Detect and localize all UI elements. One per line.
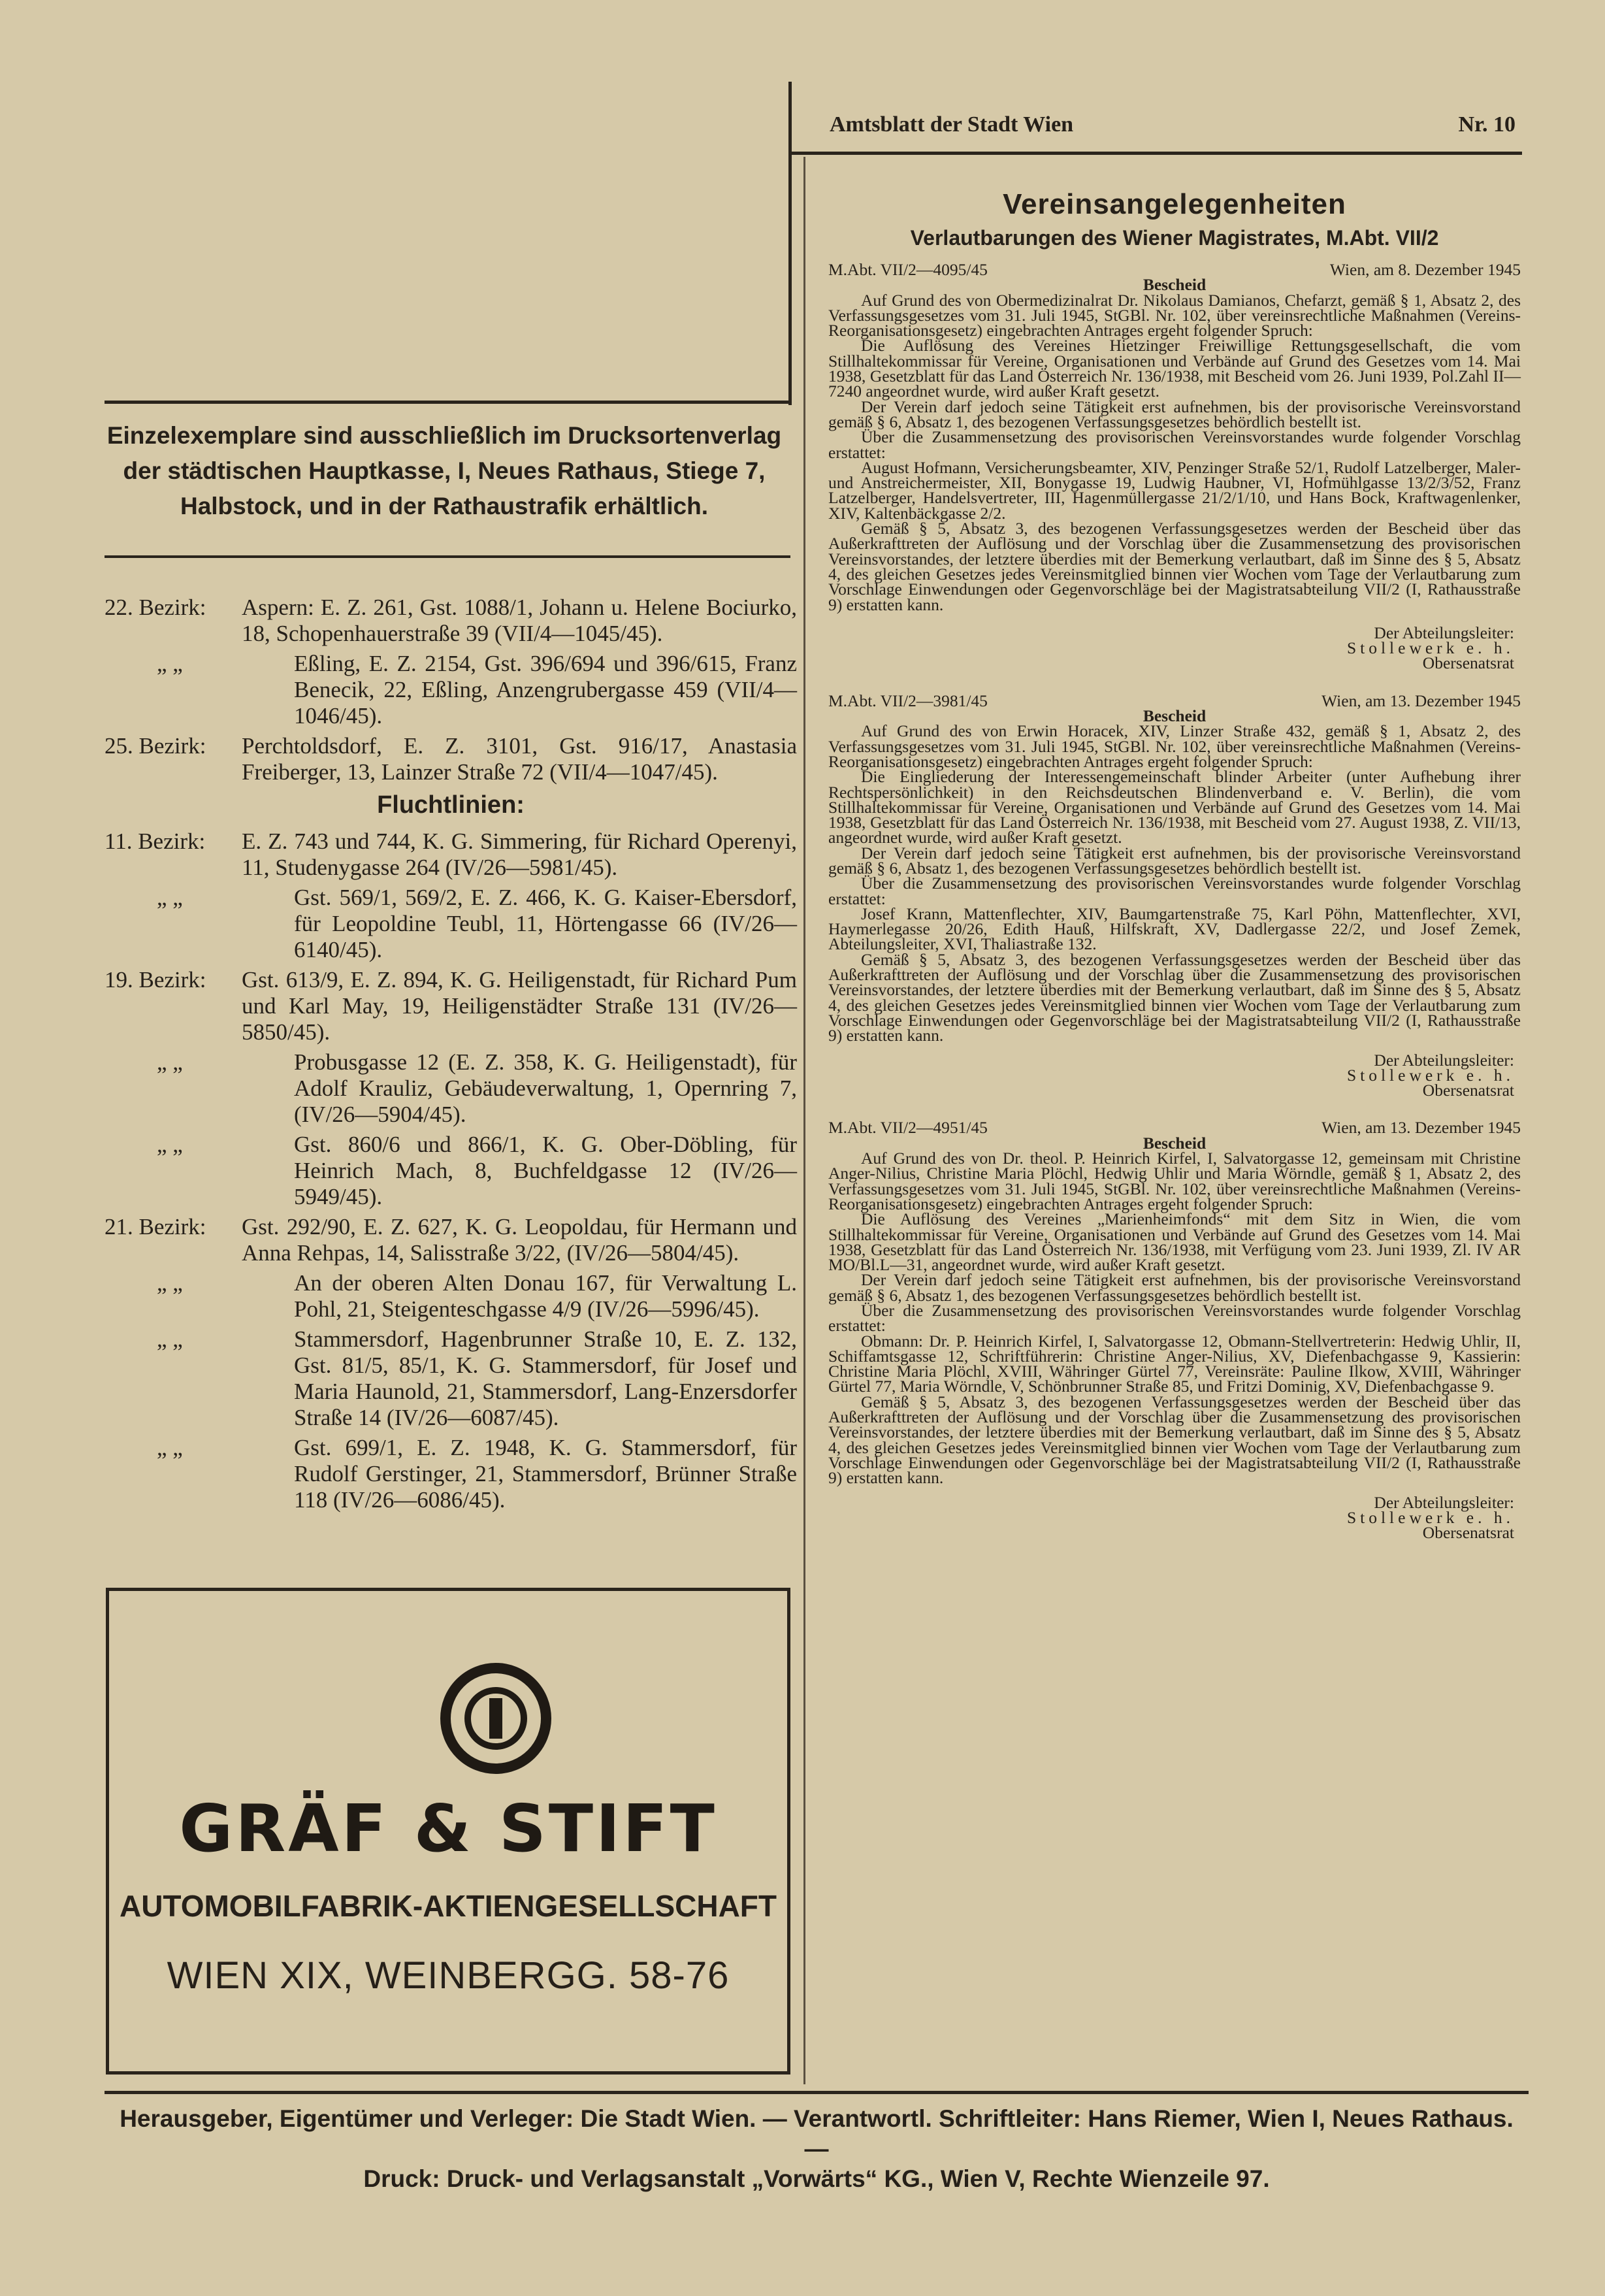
imprint-footer xyxy=(105,2104,1529,2194)
district-label: „ „ xyxy=(157,1326,183,1352)
signature-title: Der Abteilungsleiter: xyxy=(1374,1050,1514,1070)
decree-paragraph: Der Verein darf jedoch seine Tätigkeit erst aufnehmen, bis der provisorische Vereinsvorstand gemäß § 6, Absatz 1, des bezogenen Verfassungsgesetzes behördlich bestellt ist. xyxy=(828,1270,1521,1305)
signature-rank: Obersenatsrat xyxy=(1422,653,1514,673)
district-label: „ „ xyxy=(157,1049,183,1075)
district-label: „ „ xyxy=(157,651,183,676)
decree-number: M.Abt. VII/2—4095/45 xyxy=(828,260,988,279)
signature-title: Der Abteilungsleiter: xyxy=(1374,623,1514,642)
decree-date: Wien, am 13. Dezember 1945 xyxy=(1321,1118,1521,1138)
journal-title: Amtsblatt der Stadt Wien xyxy=(830,112,1074,137)
decree-number: M.Abt. VII/2—3981/45 xyxy=(828,691,988,710)
logo-bar xyxy=(489,1698,502,1739)
issue-number: Nr. 10 xyxy=(1458,112,1516,137)
decree-paragraph: Über die Zusammensetzung des provisorischen Vereinsvorstandes wurde folgender Vorschlag erstattet: xyxy=(828,1301,1521,1336)
decree-paragraph: Auf Grund des von Dr. theol. P. Heinrich Kirfel, I, Salvatorgasse 12, gemeinsam mit Christine Anger-Nilius, Christine Maria Plöchl, Hedwig Uhlir und Maria Wörndle, gemäß § 1, Absatz 2, des Verfassungsgesetzes vom 31. Juli 1945, StGBl. Nr. 102, über vereinsrechtliche Maßnahmen (Vereins-Reorganisationsgesetz) eingebrachten Antrages ergeht folgender Spruch: xyxy=(828,1149,1521,1213)
list-item xyxy=(105,1270,797,1322)
list-item xyxy=(105,885,797,963)
decree-paragraph: Die Eingliederung der Interessengemeinschaft blinder Arbeiter (unter Aufhebung ihrer Rechtspersönlichkeit) in den Reichsdeutschen Blindenverband e. V. Berlin), die vom Stillhaltekommissar für Vereine, Organisationen und Verbände auf Grund des Gesetzes vom 14. Mai 1938, Gesetzblatt für das Land Österreich Nr. 136/1938, mit Bescheid vom 27. August 1938, Z. VII/13, angeordnet wurde, wird außer Kraft gesetzt. xyxy=(828,767,1521,847)
decree-paragraph: Über die Zusammensetzung des provisorischen Vereinsvorstandes wurde folgender Vorschlag erstattet: xyxy=(828,874,1521,908)
district-label: „ „ xyxy=(157,1435,183,1460)
list-item xyxy=(105,595,797,647)
list-item xyxy=(105,1132,797,1210)
header-rule xyxy=(790,152,1522,155)
footer-rule xyxy=(105,2091,1529,2094)
list-item xyxy=(105,733,797,785)
decree-paragraph: Die Auflösung des Vereines „Marienheimfonds“ mit dem Sitz in Wien, die vom Stillhaltekommissar für Vereine, Organisationen und Verbände auf Grund des Gesetzes vom 14. Mai 1938, Gesetzblatt für das Land Österreich Nr. 136/1938, mit Verfügung vom 23. Juni 1939, Zl. IV AR MO/Bl.L—31, angeordnet wurde, wird außer Kraft gesetzt. xyxy=(828,1209,1521,1275)
decree-label: Bescheid xyxy=(1143,275,1207,295)
signature-rank: Obersenatsrat xyxy=(1422,1523,1514,1543)
signature-name: Stollewerk e. h. xyxy=(1346,1507,1514,1527)
decree-paragraph: Gemäß § 5, Absatz 3, des bezogenen Verfassungsgesetzes werden der Bescheid über das Außerkrafttreten der Auflösung und der Vorschlag über die Zusammensetzung des provisorischen Vereinsvorstandes, der letztere überdies mit der Bemerkung verlautbart, daß im Sinne des § 5, Absatz 4, des gleichen Gesetzes jedes Vereinsmitglied binnen vier Wochen vom Tage der Verlautbarung zum Vorschlage Einwendungen oder Gegenvorschläge bei der Magistratsabteilung VII/2 (I, Rathausstraße 9) erstatten kann. xyxy=(828,519,1521,614)
section-subtitle: Verlautbarungen des Wiener Magistrates, M.Abt. VII/2 xyxy=(910,226,1439,250)
decree-paragraph: Gemäß § 5, Absatz 3, des bezogenen Verfassungsgesetzes werden der Bescheid über das Außerkrafttreten der Auflösung und der Vorschlag über die Zusammensetzung des provisorischen Vereinsvorstandes, der letztere überdies mit der Bemerkung verlautbart, daß im Sinne des § 5, Absatz 4, des gleichen Gesetzes jedes Vereinsmitglied binnen vier Wochen vom Tage der Verlautbarung zum Vorschlage Einwendungen oder Gegenvorschläge bei der Magistratsabteilung VII/2 (I, Rathausstraße 9) erstatten kann. xyxy=(828,1392,1521,1488)
notice-top-rule xyxy=(105,401,790,404)
entry-text: Gst. 292/90, E. Z. 627, K. G. Leopoldau, für Hermann und Anna Rehpas, 14, Salisstraße 3/22, (IV/26—5804/45). xyxy=(242,1214,797,1266)
decree-paragraph: Auf Grund des von Erwin Horacek, XIV, Linzer Straße 432, gemäß § 1, Absatz 2, des Verfassungsgesetzes vom 31. Juli 1945, StGBl. Nr. 102, über vereinsrechtliche Maßnahmen (Vereins-Reorganisationsgesetz) eingebrachten Antrages ergeht folgender Spruch: xyxy=(828,721,1521,771)
company-logo-icon xyxy=(440,1663,551,1774)
entry-text: Gst. 699/1, E. Z. 1948, K. G. Stammersdorf, für Rudolf Gerstinger, 21, Stammersdorf, Brünner Straße 118 (IV/26—6086/45). xyxy=(294,1435,797,1513)
decree-paragraph: Gemäß § 5, Absatz 3, des bezogenen Verfassungsgesetzes werden der Bescheid über das Außerkrafttreten der Auflösung und der Vorschlag über die Zusammensetzung des provisorischen Vereinsvorstandes, der letztere überdies mit der Bemerkung verlautbart, daß im Sinne des § 5, Absatz 4, des gleichen Gesetzes jedes Vereinsmitglied binnen vier Wochen vom Tage der Verlautbarung zum Vorschlage Einwendungen oder Gegenvorschläge bei der Magistratsabteilung VII/2 (I, Rathausstraße 9) erstatten kann. xyxy=(828,949,1521,1045)
section-title: Vereinsangelegenheiten xyxy=(1003,188,1346,220)
entry-text: Gst. 613/9, E. Z. 894, K. G. Heiligenstadt, für Richard Pum und Karl May, 19, Heiligenstädter Straße 131 (IV/26—5850/45). xyxy=(242,967,797,1045)
list-item xyxy=(105,828,797,881)
district-label: „ „ xyxy=(157,885,183,910)
decree-paragraph: August Hofmann, Versicherungsbeamter, XIV, Penzinger Straße 52/1, Rudolf Latzelberger, Maler- und Anstreichermeister, XII, Bonygasse 19, Ludwig Haubner, VI, Hofmühlgasse 13/2/3/52, Franz Latzelberger, Handelsvertreter, III, Hagenmüllergasse 21/2/1/10, und Hans Bock, Kraftwagenlenker, XIV, Kaltenbäckgasse 2/2. xyxy=(828,457,1521,523)
fluchtlinien-heading: Fluchtlinien: xyxy=(377,791,525,819)
district-label: 22. Bezirk: xyxy=(105,595,206,620)
list-item xyxy=(105,1326,797,1431)
decree-label: Bescheid xyxy=(1143,706,1207,726)
district-label: „ „ xyxy=(157,1132,183,1157)
signature-name: Stollewerk e. h. xyxy=(1346,1065,1514,1085)
decree xyxy=(828,693,1521,1098)
notice-bottom-rule xyxy=(105,555,790,558)
list-item xyxy=(105,967,797,1045)
decree-paragraph: Auf Grund des von Obermedizinalrat Dr. Nikolaus Damianos, Chefarzt, gemäß § 1, Absatz 2, des Verfassungsgesetzes vom 31. Juli 1945, StGBl. Nr. 102, über vereinsrechtliche Maßnahmen (Vereins-Reorganisationsgesetz) eingebrachten Antrages ergeht folgender Spruch: xyxy=(828,290,1521,340)
list-item xyxy=(105,651,797,729)
signature-name: Stollewerk e. h. xyxy=(1346,638,1514,658)
signature-title: Der Abteilungsleiter: xyxy=(1374,1492,1514,1512)
entry-text: An der oberen Alten Donau 167, für Verwaltung L. Pohl, 21, Steigenteschgasse 4/9 (IV/26—5996/45). xyxy=(294,1270,797,1322)
entry-text: Eßling, E. Z. 2154, Gst. 396/694 und 396/615, Franz Benecik, 22, Eßling, Anzengrubergasse 459 (VII/4—1046/45). xyxy=(294,651,797,729)
imprint-line-1: Herausgeber, Eigentümer und Verleger: Die Stadt Wien. — Verantwortl. Schriftleiter: Hans Riemer, Wien I, Neues Rathaus. — xyxy=(120,2105,1514,2162)
entry-text: Perchtoldsdorf, E. Z. 3101, Gst. 916/17, Anastasia Freiberger, 13, Lainzer Straße 72 (VII/4—1047/45). xyxy=(242,733,797,785)
decree-paragraph: Der Verein darf jedoch seine Tätigkeit erst aufnehmen, bis der provisorische Vereinsvorstand gemäß § 6, Absatz 1, des bezogenen Verfassungsgesetzes behördlich bestellt ist. xyxy=(828,397,1521,431)
entry-text: Stammersdorf, Hagenbrunner Straße 10, E. Z. 132, Gst. 81/5, 85/1, K. G. Stammersdorf, für Josef und Maria Haunold, 21, Stammersdorf, Lang-Enzersdorfer Straße 14 (IV/26—6087/45). xyxy=(294,1326,797,1430)
decree-number: M.Abt. VII/2—4951/45 xyxy=(828,1118,988,1138)
graef-stift-advertisement xyxy=(106,1588,790,2075)
decree-paragraph: Über die Zusammensetzung des provisorischen Vereinsvorstandes wurde folgender Vorschlag erstattet: xyxy=(828,427,1521,462)
signature-rank: Obersenatsrat xyxy=(1422,1081,1514,1100)
decree-date: Wien, am 8. Dezember 1945 xyxy=(1329,260,1521,279)
district-label: 19. Bezirk: xyxy=(105,967,206,992)
decree-label: Bescheid xyxy=(1143,1133,1207,1153)
decree xyxy=(828,1118,1521,1543)
decree xyxy=(828,262,1521,671)
right-column-divider xyxy=(803,157,805,2084)
entry-text: E. Z. 743 und 744, K. G. Simmering, für Richard Operenyi, 11, Studenygasse 264 (IV/26—5981/45). xyxy=(242,828,797,880)
entry-text: Gst. 860/6 und 866/1, K. G. Ober-Döbling, für Heinrich Mach, 8, Buchfeldgasse 12 (IV/26—5949/45). xyxy=(294,1132,797,1209)
left-column xyxy=(105,595,797,1517)
district-label: „ „ xyxy=(157,1270,183,1296)
imprint-line-2: Druck: Druck- und Verlagsanstalt „Vorwärts“ KG., Wien V, Rechte Wienzeile 97. xyxy=(363,2165,1270,2192)
decree-paragraph: Josef Krann, Mattenflechter, XIV, Baumgartenstraße 75, Karl Pöhn, Mattenflechter, XVI, Haymerlegasse 20/26, Edith Hauß, Hilfskraft, XV, Dadlergasse 22/2, und Josef Zemek, Abteilungsleiter, XVI, Thaliastraße 132. xyxy=(828,904,1521,954)
district-label: 21. Bezirk: xyxy=(105,1214,206,1239)
entry-text: Aspern: E. Z. 261, Gst. 1088/1, Johann u. Helene Bociurko, 18, Schopenhauerstraße 39 (VII/4—1045/45). xyxy=(242,595,797,646)
list-item xyxy=(105,1214,797,1266)
entry-text: Probusgasse 12 (E. Z. 358, K. G. Heiligenstadt), für Adolf Krauliz, Gebäudeverwaltung, 1, Opernring 7, (IV/26—5904/45). xyxy=(294,1049,797,1127)
district-label: 11. Bezirk: xyxy=(105,828,206,854)
availability-notice: Einzelexemplare sind ausschließlich im Drucksortenverlag der städtischen Hauptkasse, I, Neues Rathaus, Stiege 7, Halbstock, und in der Rathaustrafik erhältlich. xyxy=(106,422,782,519)
list-item xyxy=(105,1049,797,1128)
ad-subtitle: AUTOMOBILFABRIK-AKTIENGESELLSCHAFT xyxy=(119,1889,777,1923)
right-column xyxy=(828,186,1521,1562)
list-item xyxy=(105,1435,797,1513)
ad-brand: GRÄF & STIFT xyxy=(179,1790,717,1867)
decree-paragraph: Der Verein darf jedoch seine Tätigkeit erst aufnehmen, bis der provisorische Vereinsvorstand gemäß § 6, Absatz 1, des bezogenen Verfassungsgesetzes behördlich bestellt ist. xyxy=(828,843,1521,877)
entry-text: Gst. 569/1, 569/2, E. Z. 466, K. G. Kaiser-Ebersdorf, für Leopoldine Teubl, 11, Hörtengasse 66 (IV/26—6140/45). xyxy=(294,885,797,962)
decree-date: Wien, am 13. Dezember 1945 xyxy=(1321,691,1521,710)
column-divider xyxy=(788,82,792,405)
decree-paragraph: Obmann: Dr. P. Heinrich Kirfel, I, Salvatorgasse 12, Obmann-Stellvertreterin: Hedwig Uhlir, II, Schiffamtsgasse 12, Schriftführerin: Christine Anger-Nilius, XV, Diefenbachgasse 9, Kassierin: Christine Maria Plöchl, XVIII, Währinger Gürtel 77, Vereinsräte: Pauline Ilkow, XVIII, Währinger Gürtel 77, Maria Wörndle, V, Schönbrunner Straße 85, und Fritzi Dominig, XV, Diefenbachgasse 9. xyxy=(828,1331,1521,1396)
district-label: 25. Bezirk: xyxy=(105,733,206,759)
ad-address: WIEN XIX, WEINBERGG. 58-76 xyxy=(167,1954,730,1997)
decree-paragraph: Die Auflösung des Vereines Hietzinger Freiwillige Rettungsgesellschaft, die vom Stillhaltekommissar für Vereine, Organisationen und Verbände auf Grund des Gesetzes vom 14. Mai 1938, Gesetzblatt für das Land Österreich Nr. 136/1938, mit Bescheid vom 26. Juni 1939, Pol.Zahl II—7240 angeordnet wurde, wird außer Kraft gesetzt. xyxy=(828,336,1521,401)
